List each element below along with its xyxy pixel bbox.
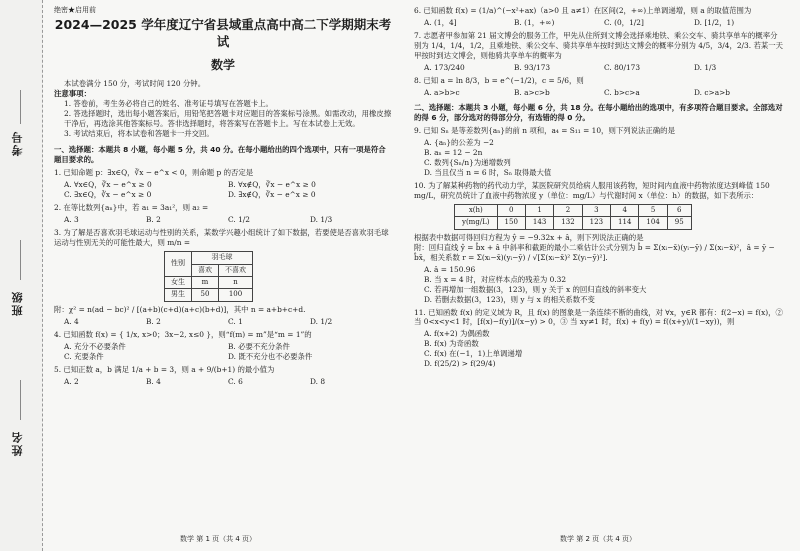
options <box>424 63 784 73</box>
option-a: A. 4 <box>64 316 79 326</box>
option-a: A. f(x+2) 为偶函数 <box>424 329 490 339</box>
question-7 <box>414 31 784 73</box>
question-stem: 2. 在等比数列{aₙ}中，若 a₁ = 3a₁²，则 a₂ = <box>54 203 209 213</box>
table-cell: 104 <box>639 217 667 229</box>
table-cell: 4 <box>611 204 639 216</box>
options <box>64 215 392 225</box>
option-b: B. (1，+∞) <box>514 17 555 27</box>
question-stem: 9. 已知 Sₙ 是等差数列{aₙ}的前 n 项和，a₄ = S₁₁ = 10，则下列说法正确的是 <box>414 125 675 135</box>
question-stem: 3. 为了解是否喜欢羽毛球运动与性别的关系，某数学兴趣小组统计了如下数据，若要使是否喜欢羽毛球运动与性别无关的可能性最大，则 m/n = <box>54 228 389 248</box>
binding-margin <box>0 0 43 551</box>
margin-label-class: 班级 <box>11 290 24 316</box>
page-2-column <box>414 6 784 369</box>
question-stem: 11. 已知函数 f(x) 的定义域为 R，且 f(x) 的图象是一条连续不断的曲线，对 ∀x，y∈R 都有：f(2−x) = f(x)，② 当 0<x<y<1 时，[f(x)−f(y)]/(x−y) > 0，③ 当 xy≠1 时，f(x) + f(y) = f((x+y)/(1−xy))，则 <box>414 307 783 327</box>
table-row-label: x(h) <box>455 204 498 216</box>
question-stem: 7. 志愿者甲参加第 21 届文博会的服务工作，甲先从住所到文博会选择乘地铁、乘公交车、骑共享单车的概率分别为 1/4，1/4，1/2，且乘地铁、乘公交车、骑共享单车按时到达文博会的概率分别为 4/5，3/4，2/3. 若某一天甲按时到达文博会，则他骑共享单车的概率为 <box>414 30 784 60</box>
options <box>64 342 392 362</box>
question-stem: 5. 已知正数 a，b 满足 1/a + b = 3，则 a + 9/(b+1) 的最小值为 <box>54 364 275 374</box>
option-b: B. a>c>b <box>514 87 550 97</box>
margin-label-exam-number: 考号 <box>11 130 24 156</box>
option-c: C. 1 <box>228 316 243 326</box>
options <box>64 377 392 387</box>
option-d: D. f(25/2) > f(29/4) <box>424 359 496 369</box>
option-b: B. 2 <box>146 316 161 326</box>
option-c: C. 充要条件 <box>64 351 104 361</box>
option-a: A. 充分不必要条件 <box>64 341 126 351</box>
table-col-header: 不喜欢 <box>219 264 253 276</box>
margin-line <box>20 380 21 420</box>
option-d: D. 1/3 <box>310 215 333 225</box>
table-cell: 5 <box>639 204 667 216</box>
question-4 <box>54 330 392 362</box>
option-c: C. b>c>a <box>604 87 640 97</box>
options <box>424 138 784 178</box>
table-cell: 6 <box>667 204 691 216</box>
page-footer-right: 数学 第 2 页（共 4 页） <box>560 535 637 543</box>
notes-item: 3. 考试结束后，将本试卷和答题卡一并交回。 <box>64 129 214 139</box>
options <box>424 18 784 28</box>
table-row-label: 女生 <box>165 277 192 289</box>
option-d: D. c>a>b <box>694 87 731 97</box>
question-1 <box>54 168 392 200</box>
table-cell: 114 <box>611 217 639 229</box>
question-stem: 8. 已知 a = ln 8/3，b = e^(−1/2)，c = 5/6，则 <box>414 75 584 85</box>
table-row-label: 男生 <box>165 289 192 301</box>
secret-mark: 绝密★启用前 <box>54 6 96 14</box>
option-d: D. 8 <box>310 376 326 386</box>
options <box>424 265 784 305</box>
table-cell: m <box>192 277 219 289</box>
option-b: B. 必要不充分条件 <box>228 341 290 351</box>
options <box>424 88 784 98</box>
question-stem: 4. 已知函数 f(x) = { 1/x, x>0；3x−2, x≤0 }，则“f(m) = m”是“m = 1”的 <box>54 329 312 339</box>
table-cell: 123 <box>582 217 610 229</box>
question-text: 根据表中数据可得回归方程为 ŷ = −9.32x + â，则下列说法正确的是 <box>414 232 644 242</box>
question-2 <box>54 203 392 225</box>
page-1-column <box>54 6 392 387</box>
option-b: B. f(x) 为奇函数 <box>424 339 479 349</box>
section-1-heading: 一、选择题：本题共 8 小题，每小题 5 分，共 40 分。在每小题给出的四个选项中，只有一项是符合题目要求的。 <box>54 145 386 165</box>
margin-line <box>20 240 21 280</box>
notes-heading: 注意事项： <box>54 89 91 99</box>
formula-note: 附：回归直线 ŷ = b̂x + â 中斜率和截距的最小二乘估计公式分别为 b̂ = Σ(xᵢ−x̄)(yᵢ−ȳ) / Σ(xᵢ−x̄)²，â = ȳ − b̂x̄，相关系数 r = Σ(xᵢ−x̄)(yᵢ−ȳ) / √[Σ(xᵢ−x̄)² Σ(yᵢ−ȳ)²]. <box>414 242 775 262</box>
option-b: B. aₙ = 12 − 2n <box>424 147 483 157</box>
data-table <box>454 204 692 230</box>
notes-intro: 本试卷满分 150 分，考试时间 120 分钟。 <box>64 79 206 89</box>
table-cell: 132 <box>554 217 582 229</box>
option-a: A. (1，4] <box>424 17 457 27</box>
option-d: D. 当且仅当 n = 6 时，Sₙ 取得最大值 <box>424 167 552 177</box>
options <box>64 180 392 200</box>
option-c: C. 数列{Sₙ/n}为递增数列 <box>424 157 511 167</box>
option-d: D. 1/2 <box>310 316 333 326</box>
options <box>424 329 784 369</box>
option-a: A. 3 <box>64 215 79 225</box>
table-cell: 3 <box>582 204 610 216</box>
question-9 <box>414 126 784 178</box>
table-cell: 2 <box>554 204 582 216</box>
exam-title: 2024—2025 学年度辽宁省县域重点高中高二下学期期末考试 <box>54 17 392 50</box>
question-stem: 1. 已知命题 p：∃x∈Q，∛x − e^x < 0，则命题 p 的否定是 <box>54 168 254 178</box>
option-a: A. a>b>c <box>424 87 460 97</box>
option-b: B. 93/173 <box>514 62 551 72</box>
question-8 <box>414 76 784 98</box>
table-cell: 1 <box>525 204 553 216</box>
table-corner: 性别 <box>165 252 192 277</box>
option-c: C. ∃x∈Q，∛x − e^x ≥ 0 <box>64 190 152 200</box>
page-footer-left: 数学 第 1 页（共 4 页） <box>180 535 257 543</box>
option-c: C. 6 <box>228 376 243 386</box>
option-d: D. 若删去数据(3，123)，则 y 与 x 的相关系数不变 <box>424 294 595 304</box>
margin-line <box>20 90 21 124</box>
table-col-header: 喜欢 <box>192 264 219 276</box>
option-c: C. 80/173 <box>604 62 641 72</box>
table-row-label: y(mg/L) <box>455 217 498 229</box>
subject-title: 数学 <box>210 58 235 73</box>
option-a: A. {aₙ}的公差为 −2 <box>424 137 494 147</box>
table-cell: 150 <box>497 217 525 229</box>
margin-label-name: 姓名 <box>11 430 24 456</box>
option-c: C. f(x) 在(−1，1)上单调递增 <box>424 349 523 359</box>
option-b: B. ∀x∉Q，∛x − e^x ≥ 0 <box>228 180 316 190</box>
question-stem: 6. 已知函数 f(x) = (1/a)^(−x²+ax)（a>0 且 a≠1）在区间(2，+∞)上单调递增，则 a 的取值范围为 <box>414 6 752 15</box>
question-6 <box>414 6 784 28</box>
contingency-table <box>164 251 253 302</box>
table-cell: 100 <box>219 289 253 301</box>
question-5 <box>54 365 392 387</box>
options <box>64 317 392 327</box>
table-cell: 143 <box>525 217 553 229</box>
option-c: C. 1/2 <box>228 215 250 225</box>
table-cell: n <box>219 277 253 289</box>
option-b: B. 当 x = 4 时，对应样本点的残差为 0.32 <box>424 274 567 284</box>
option-d: D. 1/3 <box>694 62 717 72</box>
option-a: A. 173/240 <box>424 62 465 72</box>
table-cell: 95 <box>667 217 691 229</box>
table-group-header: 羽毛球 <box>192 252 253 264</box>
option-a: A. â = 150.96 <box>424 264 476 274</box>
question-11 <box>414 308 784 370</box>
option-d: D. ∃x∉Q，∛x − e^x ≥ 0 <box>228 190 316 200</box>
option-c: C. (0，1/2] <box>604 17 644 27</box>
question-stem: 10. 为了解某种药物的药代动力学，某医院研究员给病人服用该药物，短时间内血液中药物浓度达到峰值 150 mg/L，研究员统计了血液中药物浓度 y（单位：mg/L）与代谢时间 x（单位：h）的数据，如下表所示： <box>414 180 770 200</box>
option-d: D. [1/2，1) <box>694 17 735 27</box>
option-b: B. 4 <box>146 376 161 386</box>
table-cell: 50 <box>192 289 219 301</box>
option-a: A. ∀x∈Q，∛x − e^x ≥ 0 <box>64 180 152 190</box>
table-cell: 0 <box>497 204 525 216</box>
option-a: A. 2 <box>64 376 79 386</box>
question-3 <box>54 228 392 327</box>
notes-item: 1. 答卷前，考生务必将自己的姓名、准考证号填写在答题卡上。 <box>64 99 273 109</box>
section-2-heading: 二、选择题：本题共 3 小题，每小题 6 分，共 18 分。在每小题给出的选项中，有多项符合题目要求。全部选对的得 6 分，部分选对的得部分分，有选错的得 0 分。 <box>414 102 783 122</box>
option-b: B. 2 <box>146 215 161 225</box>
formula-note: 附：χ² = n(ad − bc)² / [(a+b)(c+d)(a+c)(b+d)]，其中 n = a+b+c+d. <box>54 304 306 314</box>
question-10 <box>414 181 784 305</box>
notes-item: 2. 答选择题时，选出每小题答案后，用铅笔把答题卡对应题目的答案标号涂黑。如需改动，用橡皮擦干净后，再选涂其他答案标号。答非选择题时，将答案写在答题卡上。写在本试卷上无效。 <box>64 109 392 129</box>
option-c: C. 若再增加一组数据(3，123)，则 y 关于 x 的回归直线的斜率变大 <box>424 284 647 294</box>
option-d: D. 既不充分也不必要条件 <box>228 351 313 361</box>
